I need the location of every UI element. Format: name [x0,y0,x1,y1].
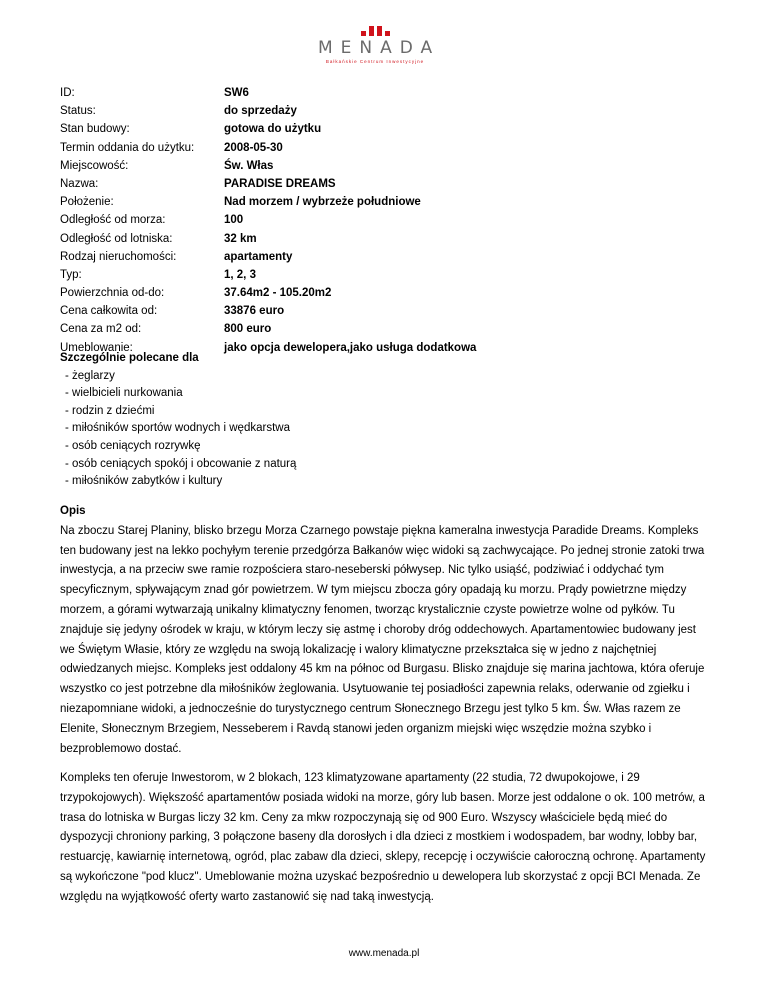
spec-label: Odległość od lotniska: [60,232,173,245]
spec-value: 37.64m2 - 105.20m2 [224,287,332,300]
recommended-section [60,350,710,491]
spec-value: apartamenty [224,250,293,263]
spec-value: Nad morzem / wybrzeże południowe [224,196,421,209]
spec-row [60,302,710,320]
description-paragraph: Na zboczu Starej Planiny, blisko brzegu Morza Czarnego powstaje piękna kameralna inwestycja Paradide Dreams. Kompleks ten budowany jest na lekko pochyłym terenie przedgórza Bałkanów więc widoki są zachwycające. Po jednej stronie zatoki trwa inwestycja, a na przeciw swe ramie rozpościera staro-neseberski półwysep. Nic tylko usiąść, podziwiać i oddychać tym specyficznym, spływającym znad gór powietrzem. W tym miejscu zbocza góry opadają ku morzu. Prądy powietrzne między morzem, a górami wytwarzają unikalny klimatyczny fenomen, tworząc krystalicznie czyste powietrze wolne od pyłków. Tu znajduje się jedyny ośrodek w kraju, w którym leczy się astmę i choroby dróg oddechowych. Apartamentowiec budowany jest we Świętym Własie, który ze względu na swoją lokalizację i walory klimatyczne przekształca się w jedno z najchętniej odwiedzanych miejsc. Kompleks jest oddalony 45 km na północ od Burgasu. Blisko znajduje się marina jachtowa, która oferuje wszystko co jest potrzebne dla miłośników żeglowania. Usytuowanie tej posiadłości zapewnia relaks, oderwanie od zgiełku i niezapomniane widoki, a jednocześnie do turystycznego centrum Słonecznego Brzegu jest tylko 5 km. Św. Włas razem ze Elenite, Słonecznym Brzegiem, Nesseberem i Ravdą stanowi jeden organizm miejski więc wszędzie można szybko i bezproblemowo dostać. [60,524,705,755]
spec-row [60,193,710,211]
recommended-title: Szczególnie polecane dla [60,352,199,364]
list-item: - osób ceniących spokój i obcowanie z naturą [65,457,297,470]
spec-row [60,102,710,120]
logo-name: MENADA [318,38,441,58]
spec-label: Stan budowy: [60,123,130,136]
spec-value: do sprzedaży [224,105,297,118]
description-title: Opis [60,505,86,517]
spec-row [60,284,710,302]
spec-row [60,157,710,175]
list-item: - rodzin z dziećmi [65,404,155,417]
list-item: - miłośników sportów wodnych i wędkarstwa [65,422,290,435]
list-item: - żeglarzy [65,369,115,382]
list-item: - wielbicieli nurkowania [65,387,183,400]
menada-logo [310,22,440,72]
spec-label: Położenie: [60,196,114,209]
logo-tagline: Bałkańskie Centrum Inwestycyjne [325,59,425,64]
description-paragraph: Kompleks ten oferuje Inwestorom, w 2 blokach, 123 klimatyzowane apartamenty (22 studia, 72 dwupokojowe, i 29 trzypokojowych). Większość apartamentów posiada widoki na morze, góry lub basen. Morze jest oddalone o ok. 100 metrów, a trasa do lotniska w Burgas liczy 32 km. Ceny za mkw rozpoczynają się od 900 Euro. Wszyscy właściciele będą mieć do dyspozycji chroniony parking, 3 połączone baseny dla dorosłych i dla dzieci z mostkiem i wodospadem, bar wodny, lobby bar, restuarcję, kawiarnię internetową, ogród, plac zabaw dla dzieci, sklepy, recepcję i oczywiście całoroczną ochronę. Apartamenty są wykończone "pod klucz". Umeblowanie można uzyskać bezpośrednio u dewelopera lub skorzystać z opcji BCI Menada. Ze względu na wyjątkowość oferty warto zastanowić się nad taką inwestycją. [60,772,706,903]
spec-value: 800 euro [224,323,272,336]
spec-label: Miejscowość: [60,159,129,172]
spec-value: jako opcja dewelopera,jako usługa dodatkowa [224,341,477,354]
spec-label: Rodzaj nieruchomości: [60,250,177,263]
spec-value: 100 [224,214,244,227]
spec-row [60,120,710,138]
spec-row [60,230,710,248]
spec-row [60,211,710,229]
spec-label: Powierzchnia od-do: [60,287,165,300]
spec-value: gotowa do użytku [224,123,322,136]
spec-label: Typ: [60,268,82,281]
description-section-2 [60,769,712,908]
spec-row [60,84,710,102]
spec-label: Termin oddania do użytku: [60,141,195,154]
spec-row [60,320,710,338]
spec-value: PARADISE DREAMS [224,177,336,190]
property-specs [60,84,710,357]
spec-label: Cena całkowita od: [60,305,158,318]
spec-row [60,139,710,157]
logo-bars-icon [310,22,440,36]
spec-value: 2008-05-30 [224,141,283,154]
spec-label: Umeblowanie: [60,341,133,354]
spec-value: 33876 euro [224,305,285,318]
spec-row [60,248,710,266]
list-item: - osób ceniących rozrywkę [65,439,201,452]
spec-value: 32 km [224,232,257,245]
spec-value: 1, 2, 3 [224,268,256,281]
spec-row [60,175,710,193]
spec-label: ID: [60,87,75,99]
description-section [60,502,712,759]
spec-label: Nazwa: [60,177,99,190]
spec-value: SW6 [224,87,249,99]
spec-label: Odległość od morza: [60,214,166,227]
list-item: - miłośników zabytków i kultury [65,475,223,488]
spec-label: Status: [60,105,96,118]
spec-row [60,266,710,284]
footer-url: www.menada.pl [348,948,420,959]
spec-value: Św. Włas [224,159,274,172]
spec-label: Cena za m2 od: [60,323,142,336]
